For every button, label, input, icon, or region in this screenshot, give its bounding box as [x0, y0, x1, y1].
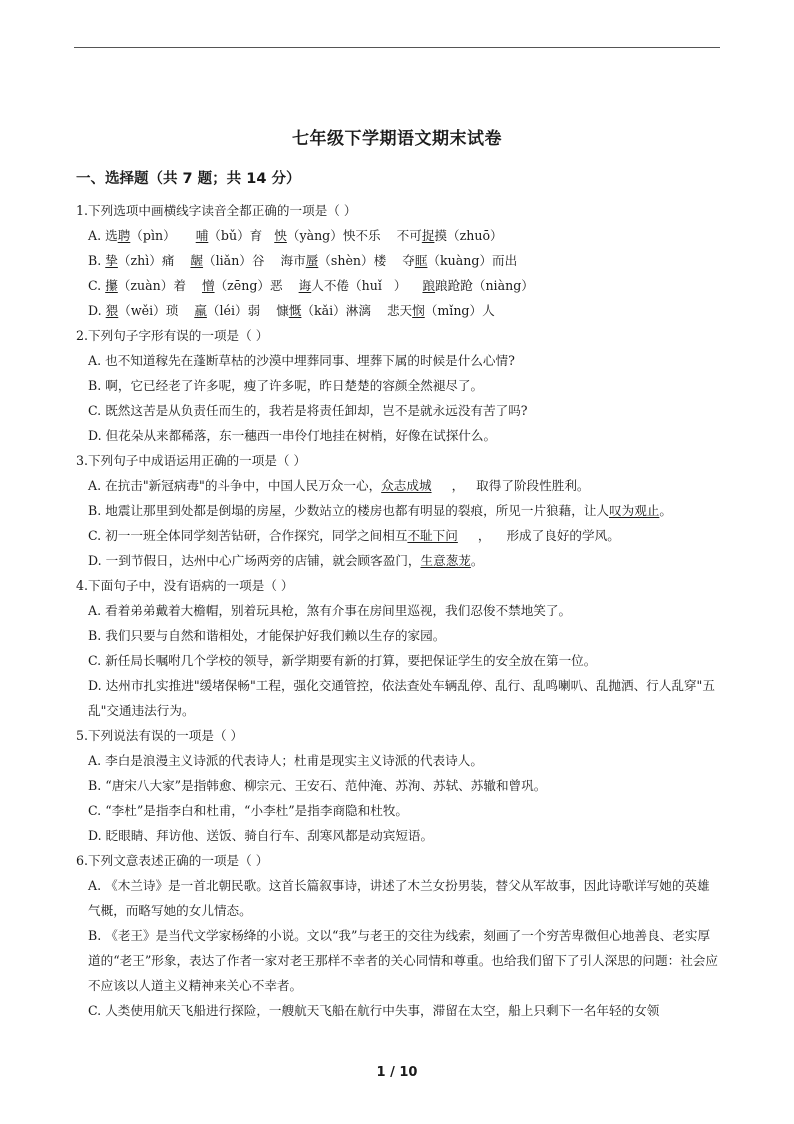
underlined-text: 眶	[414, 253, 428, 268]
option-c	[76, 398, 722, 423]
option-text: 一到节假日，达州中心广场两旁的店铺，就会顾客盈门，	[105, 553, 421, 568]
option-text: 人类使用航天飞船进行探险，一艘航天飞船在航行中失事，滞留在太空，船上只剩下一名年轻的女领	[105, 1003, 660, 1018]
option-b	[76, 248, 722, 273]
option-text: 《老王》是当代文学家杨绛的小说。文以“我”与老王的交往为线索，刻画了一个穷苦卑微但心地善良、老实厚道的“老王”形象，表达了作者一家对老王那样不幸者的关心同情和尊重。也给我们留下了引人深思的问题：社会应不应该以人道主义精神来关心不幸者。	[88, 928, 718, 993]
option-text: 但花朵从来都稀落，东一穗西一串伶仃地挂在树梢，好像在试探什么。	[105, 428, 497, 443]
option-text: 摸（zhuō）	[434, 228, 503, 243]
option-a	[76, 873, 722, 923]
option-b	[76, 923, 722, 998]
option-text: “唐宋八大家”是指韩愈、柳宗元、王安石、范仲淹、苏洵、苏轼、苏辙和曾巩。	[105, 778, 547, 793]
underlined-text: 憎	[201, 278, 215, 293]
underlined-text: 怏	[274, 228, 287, 243]
option-a	[76, 748, 722, 773]
underlined-text: 叹为观止	[609, 503, 660, 518]
question-1	[76, 198, 722, 323]
underlined-text: 众志成城	[381, 478, 432, 493]
option-d	[76, 548, 722, 573]
option-label: D.	[88, 678, 106, 693]
underlined-text: 猥	[105, 303, 119, 318]
underlined-text: 羸	[194, 303, 207, 318]
option-text: ， 取得了阶段性胜利。	[431, 478, 590, 493]
option-c	[76, 648, 722, 673]
option-text: 啊，它已经老了许多呢，瘦了许多呢，昨日楚楚的容颜全然褪尽了。	[105, 378, 484, 393]
option-b	[76, 498, 722, 523]
option-label: C.	[88, 803, 106, 818]
option-text: 选	[105, 228, 118, 243]
question-stem: 2.下列句子字形有误的一项是（ ）	[76, 328, 269, 343]
option-text: 达州市扎实推进"缓堵保畅"工程，强化交通管控，依法查处车辆乱停、乱行、乱鸣喇叭、乱抛洒、行人乱穿"五乱"交通违法行为。	[88, 678, 715, 718]
option-label: C.	[88, 1003, 106, 1018]
option-b	[76, 373, 722, 398]
option-label: D.	[88, 553, 106, 568]
option-b	[76, 773, 722, 798]
option-a	[76, 598, 722, 623]
option-label: B.	[88, 928, 106, 943]
option-text: 。	[470, 553, 484, 568]
option-text: （zhì）痛	[117, 253, 191, 268]
underlined-text: 蜃	[305, 253, 319, 268]
option-text: 《木兰诗》是一首北朝民歌。这首长篇叙事诗，讲述了木兰女扮男装，替父从军故事，因此诗歌详写她的英雄气概，而略写她的女儿情态。	[88, 878, 710, 918]
option-label: C.	[88, 403, 106, 418]
option-text: （bǔ）育	[208, 228, 275, 243]
underlined-text: 挚	[105, 253, 118, 268]
option-c	[76, 523, 722, 548]
option-label: A.	[88, 228, 106, 243]
option-c	[76, 798, 722, 823]
header-rule	[74, 47, 720, 48]
option-text: 眨眼睛、拜访他、送饭、骑自行车、刮寒风都是动宾短语。	[105, 828, 434, 843]
document-title: 七年级下学期语文期末试卷	[292, 129, 502, 149]
underlined-text: 龌	[190, 253, 204, 268]
option-label: C.	[88, 653, 106, 668]
option-d	[76, 423, 722, 448]
questions-list	[76, 198, 722, 1023]
option-text: 李白是浪漫主义诗派的代表诗人；杜甫是现实主义诗派的代表诗人。	[105, 753, 483, 768]
question-5	[76, 723, 722, 848]
question-2	[76, 323, 722, 448]
option-label: D.	[88, 303, 106, 318]
question-stem: 3.下列句子中成语运用正确的一项是（ ）	[76, 453, 307, 468]
option-text: 我们只要与自然和谐相处，才能保护好我们赖以生存的家园。	[105, 628, 446, 643]
option-label: A.	[88, 478, 106, 493]
option-text: （shèn）楼 夺	[318, 253, 415, 268]
question-4	[76, 573, 722, 723]
option-label: C.	[88, 278, 106, 293]
section-heading: 一、选择题（共 7 题；共 14 分）	[76, 171, 301, 187]
option-text: （zuàn）着	[117, 278, 202, 293]
question-stem: 4.下面句子中，没有语病的一项是（ ）	[76, 578, 294, 593]
underlined-text: 攥	[105, 278, 118, 293]
option-text: 既然这苦是从负责任而生的，我若是将责任卸却，岂不是就永远没有苦了吗?	[105, 403, 528, 418]
option-a	[76, 348, 722, 373]
question-6	[76, 848, 722, 1023]
option-d	[76, 298, 722, 323]
option-c	[76, 998, 722, 1023]
option-text: （liǎn）谷 海市	[203, 253, 306, 268]
option-text: 。	[659, 503, 672, 518]
page-number: 1 / 10	[376, 1065, 418, 1080]
option-text: 踉跄跄（niàng）	[435, 278, 534, 293]
option-label: B.	[88, 628, 106, 643]
option-text: （kuàng）而出	[427, 253, 518, 268]
question-stem: 6.下列文意表述正确的一项是（ ）	[76, 853, 269, 868]
option-text: （mǐng）人	[424, 303, 495, 318]
option-label: B.	[88, 378, 106, 393]
option-c	[76, 273, 722, 298]
option-label: A.	[88, 603, 106, 618]
option-text: 新任局长嘱咐几个学校的领导，新学期要有新的打算，要把保证学生的安全放在第一位。	[105, 653, 597, 668]
option-text: （kǎi）淋漓 悲天	[301, 303, 413, 318]
option-label: D.	[88, 428, 106, 443]
question-3	[76, 448, 722, 573]
underlined-text: 聘	[117, 228, 131, 243]
option-d	[76, 673, 722, 723]
option-label: D.	[88, 828, 106, 843]
option-text: 地震让那里到处都是倒塌的房屋，少数站立的楼房也都有明显的裂痕，所见一片狼藉，让人	[105, 503, 610, 518]
option-b	[76, 623, 722, 648]
option-label: B.	[88, 778, 106, 793]
option-label: B.	[88, 253, 106, 268]
option-a	[76, 473, 722, 498]
underlined-text: 捉	[421, 228, 435, 243]
underlined-text: 哺	[195, 228, 209, 243]
option-text: 在抗击"新冠病毒"的斗争中，中国人民万众一心，	[105, 478, 382, 493]
option-text: ， 形成了良好的学风。	[457, 528, 620, 543]
option-text: 初一一班全体同学刻苦钻研，合作探究，同学之间相互	[105, 528, 408, 543]
question-stem: 5.下列说法有误的一项是（ ）	[76, 728, 244, 743]
underlined-text: 诲	[298, 278, 312, 293]
option-label: A.	[88, 753, 106, 768]
option-label: B.	[88, 503, 106, 518]
option-label: C.	[88, 528, 106, 543]
option-text: 看着弟弟戴着大檐帽，别着玩具枪，煞有介事在房间里巡视，我们忍俊不禁地笑了。	[105, 603, 572, 618]
option-text: “李杜”是指李白和杜甫，“小李杜”是指李商隐和杜牧。	[105, 803, 409, 818]
option-text: （yàng）怏不乐 不可	[286, 228, 422, 243]
option-text: （léi）弱 慷	[206, 303, 289, 318]
option-text: （wěi）琐	[118, 303, 195, 318]
option-label: A.	[88, 353, 106, 368]
option-d	[76, 823, 722, 848]
option-text: （zēng）恶	[214, 278, 299, 293]
underlined-text: 慨	[288, 303, 302, 318]
underlined-text: 生意葱茏	[420, 553, 471, 568]
underlined-text: 踉	[422, 278, 436, 293]
option-label: A.	[88, 878, 106, 893]
underlined-text: 悯	[412, 303, 425, 318]
question-stem: 1.下列选项中画横线字读音全都正确的一项是（ ）	[76, 203, 357, 218]
option-a	[76, 223, 722, 248]
option-text: 也不知道稼先在蓬断草枯的沙漠中埋葬同事、埋葬下属的时候是什么心情?	[105, 353, 515, 368]
option-text: （pìn）	[130, 228, 196, 243]
option-text: 人不倦（huǐ ）	[311, 278, 423, 293]
underlined-text: 不耻下问	[407, 528, 458, 543]
